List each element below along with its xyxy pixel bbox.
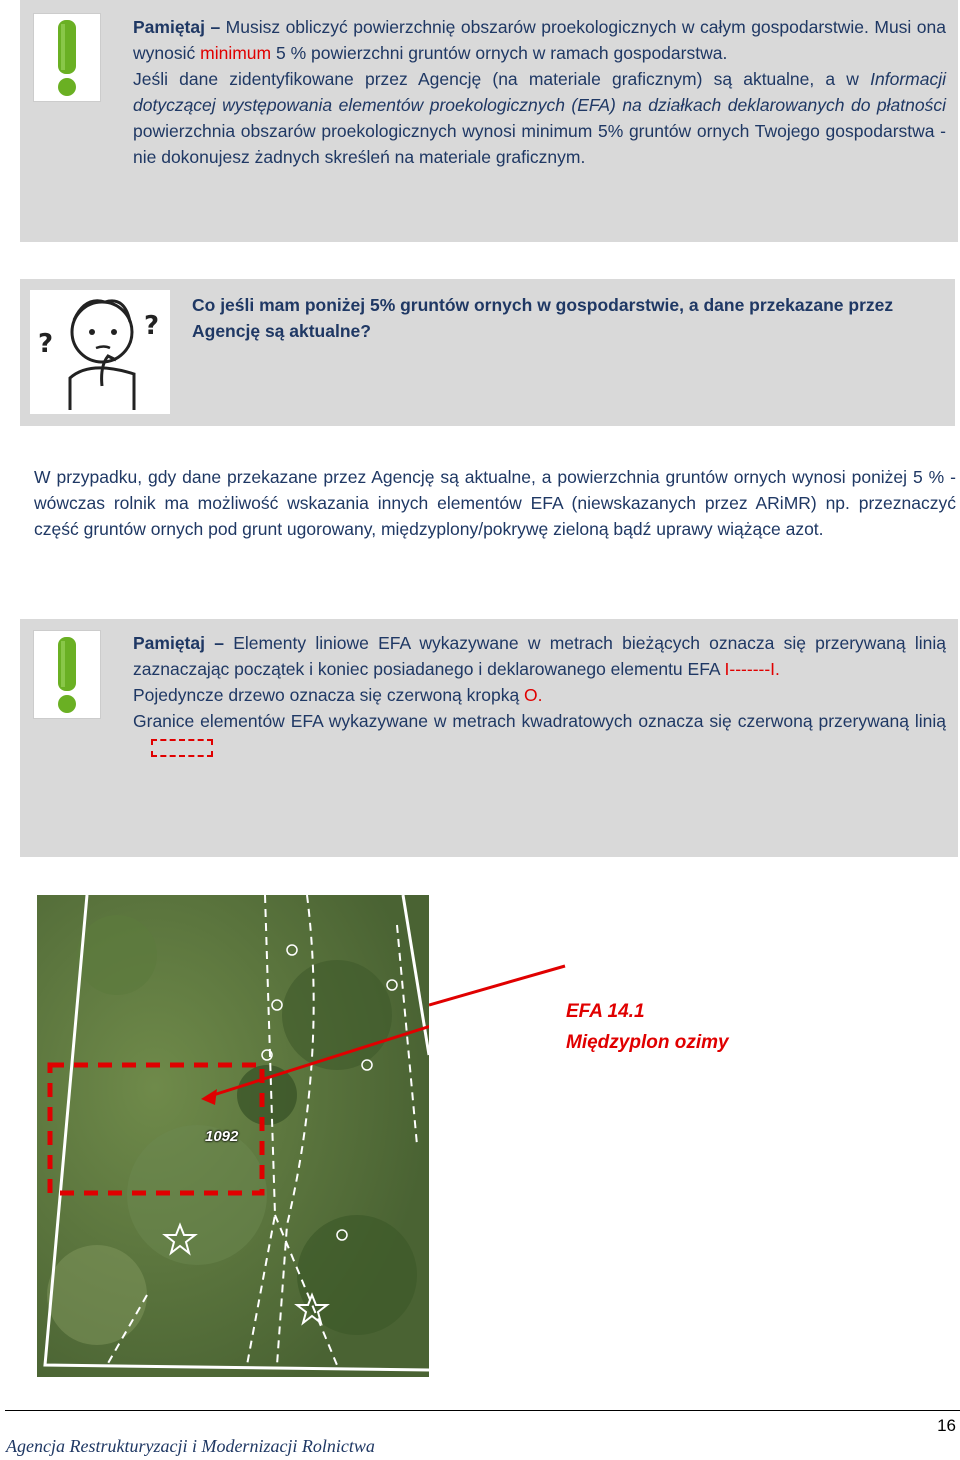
footer-agency: Agencja Restrukturyzacji i Modernizacji Rolnictwa [6,1436,375,1456]
efa-code-label: EFA 14.1 [566,1001,645,1022]
thinking-person-icon [30,290,170,414]
aerial-map [37,895,429,1377]
reminder-1-p2a: Jeśli dane zidentyfikowane przez Agencję (na materiale graficznym) są aktualne, a w [133,69,859,89]
svg-text:?: ? [38,329,54,359]
exclamation-icon [33,13,101,102]
dash-2: – [214,633,224,653]
question-text: Co jeśli mam poniżej 5% gruntów ornych w gospodarstwie, a dane przekazane przez Agencję są aktualne? [192,295,894,341]
linear-symbol: I-------I. [724,659,780,679]
efa-arrow [429,960,569,1010]
reminder-2-title: Pamiętaj [133,633,205,653]
reminder-1-line1b: 5 % powierzchni gruntów ornych w ramach gospodarstwa. [275,43,728,63]
minimum-word: minimum [200,43,272,63]
tree-symbol: O. [524,685,543,705]
svg-text:?: ? [144,311,160,341]
reminder-1-line1: Musisz obliczyć powierzchnię obszarów proekologicznych w całym gospodarstwie. Musi ona wynosić [133,17,946,63]
page-number: 16 [937,1416,956,1435]
reminder-title: Pamiętaj [133,17,205,37]
reminder-2-line1: Elementy liniowe EFA wykazywane w metrach bieżących oznacza się przerywaną linią zaznaczając początek i koniec posiadanego i deklarowanego elementu EFA [133,633,946,679]
reminder-1-p2-italic: Informacji dotyczącej występowania elementów proekologicznych (EFA) na działkach deklarowanych do płatności [133,69,946,115]
footer-divider [5,1410,960,1411]
answer-text: W przypadku, gdy dane przekazane przez Agencję są aktualne, a powierzchnia gruntów ornych wynosi poniżej 5 % - wówczas rolnik ma możliwość wskazania innych elementów EFA (niewskazanych przez ARiMR) np. przeznaczyć część gruntów ornych pod grunt ugorowany, międzyplony/pokrywę zieloną bądź uprawy wiążące azot. [34,467,956,539]
efa-name-label: Międzyplon ozimy [566,1032,729,1053]
reminder-2-line3: Granice elementów EFA wykazywane w metrach kwadratowych oznacza się czerwoną przerywaną linią [133,711,946,731]
reminder-2-text [133,630,946,760]
reminder-2-line2: Pojedyncze drzewo oznacza się czerwoną kropką [133,685,520,705]
exclamation-icon-2 [33,630,101,719]
reminder-1-p2b: powierzchnia obszarów proekologicznych wynosi minimum 5% gruntów ornych Twojego gospodarstwa - nie dokonujesz żadnych skreśleń na materiale graficznym. [133,121,946,167]
dash: – [210,17,221,37]
reminder-1-text [133,14,946,170]
area-boundary-symbol [151,739,213,757]
parcel-number: 1092 [205,1128,239,1145]
